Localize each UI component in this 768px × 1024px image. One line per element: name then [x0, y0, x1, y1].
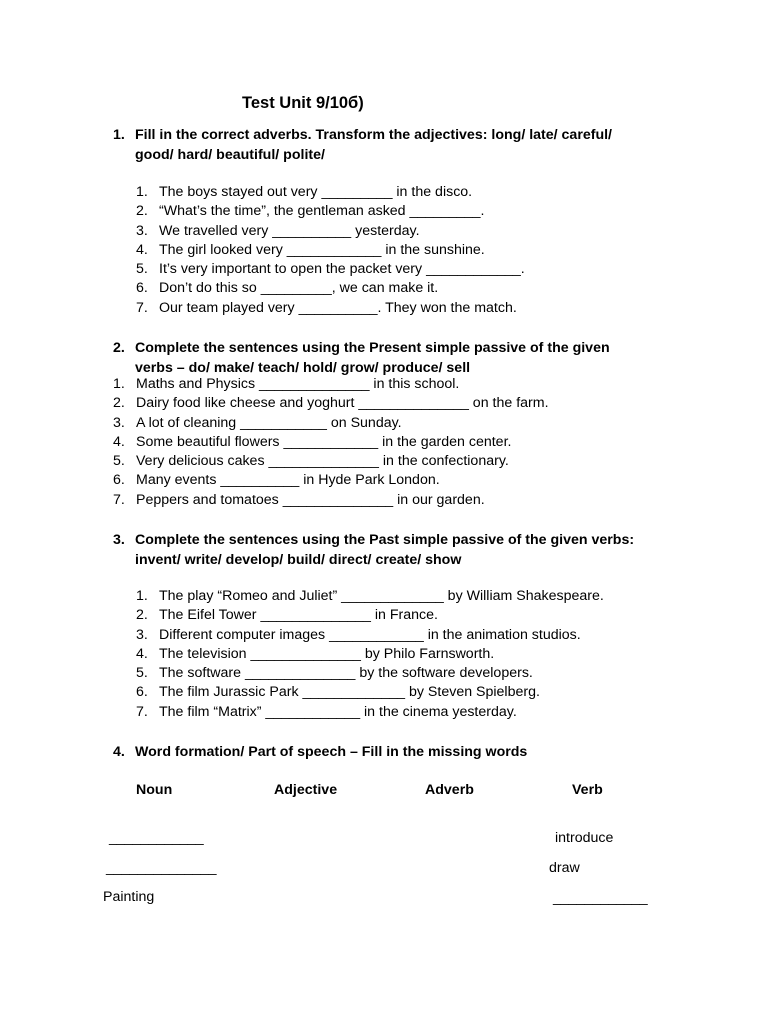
question-text-line: good/ hard/ beautiful/ polite/: [135, 147, 325, 163]
table-cell-noun: Painting: [103, 889, 155, 905]
question-text-line: Complete the sentences using the Past simple passive of the given verbs:: [135, 532, 635, 548]
column-header-verb: Verb: [572, 782, 603, 798]
column-header-adverb: Adverb: [425, 782, 474, 798]
table-cell-noun: ____________: [109, 830, 204, 846]
question-text-line: Word formation/ Part of speech – Fill in the missing words: [135, 744, 528, 760]
question-number: 3.: [113, 532, 125, 548]
column-header-adjective: Adjective: [274, 782, 338, 798]
page-title: Test Unit 9/10б): [242, 94, 364, 112]
question-text-line: invent/ write/ develop/ build/ direct/ create/ show: [135, 552, 462, 568]
table-cell-noun: ______________: [106, 860, 217, 876]
table-cell-verb: draw: [549, 860, 580, 876]
question-text-line: verbs – do/ make/ teach/ hold/ grow/ produce/ sell: [135, 360, 471, 376]
table-cell-verb: introduce: [555, 830, 614, 846]
question-number: 1.: [113, 127, 125, 143]
question-text-line: Fill in the correct adverbs. Transform the adjectives: long/ late/ careful/: [135, 127, 612, 143]
column-header-noun: Noun: [136, 782, 173, 798]
question-number: 4.: [113, 744, 125, 760]
question-number: 2.: [113, 340, 125, 356]
table-cell-verb: ____________: [553, 890, 648, 906]
question-text-line: Complete the sentences using the Present simple passive of the given: [135, 340, 610, 356]
